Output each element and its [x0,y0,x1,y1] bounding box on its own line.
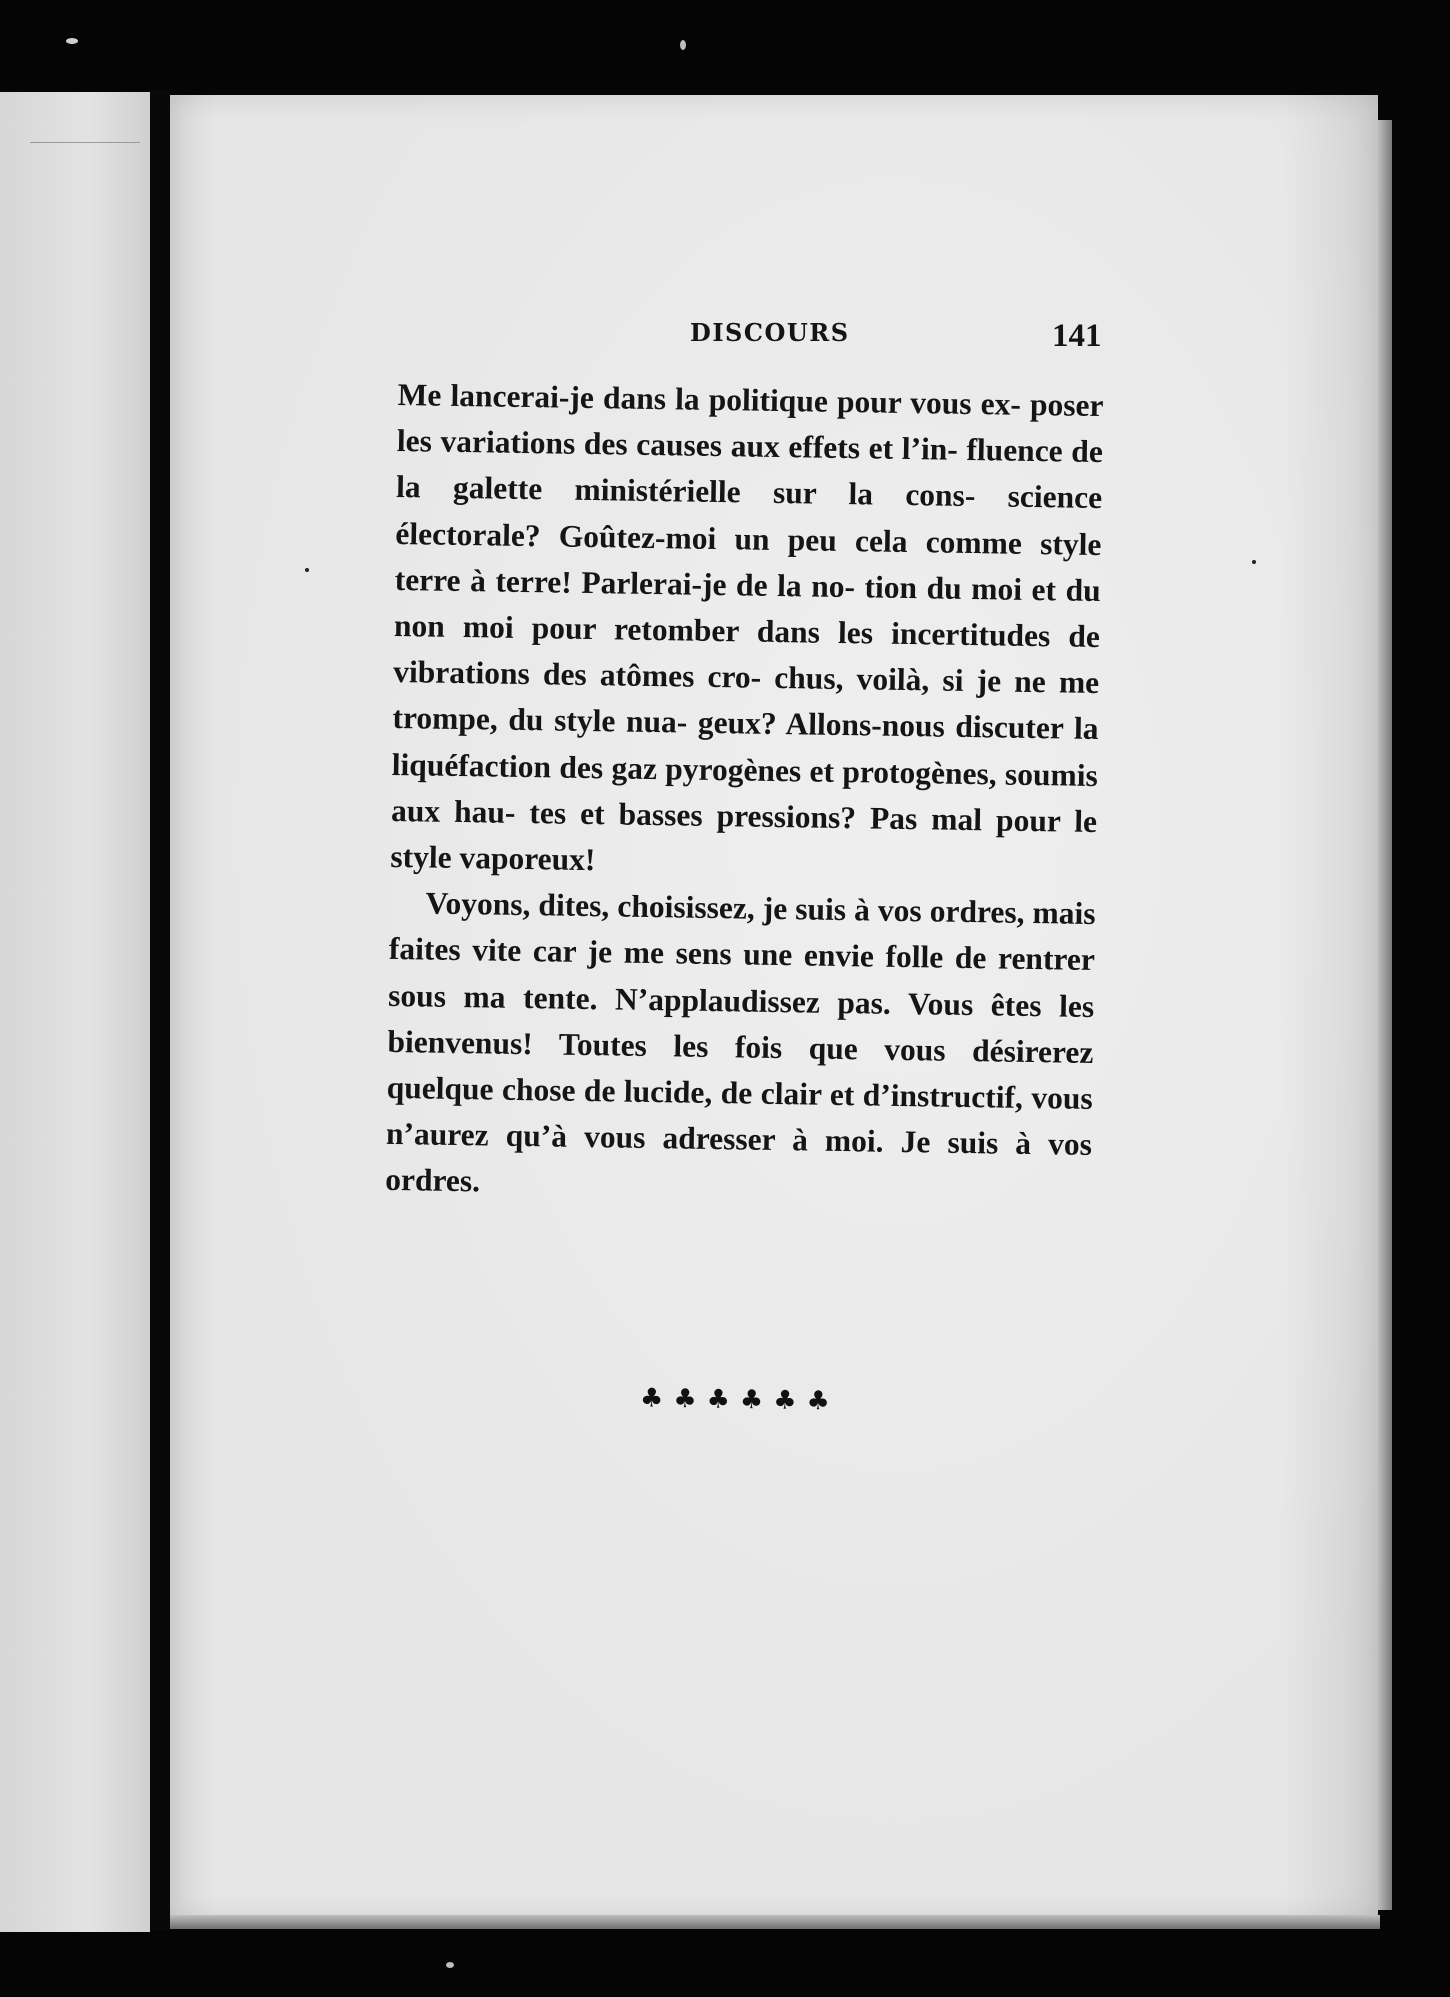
paragraph-1: Me lancerai-je dans la politique pour vous ex- poser les variations des causes aux effets et l’in- fluence de la galette ministérielle sur la cons- science électorale? Goûtez-moi un peu cela comme style terre à terre! Parlerai-je de la no- tion du moi et du non moi pour retomber dans les incertitudes de vibrations des atômes cro- chus, voilà, si je ne me trompe, du style nua- geux? Allons-nous discuter la liquéfaction des gaz pyrogènes et protogènes, soumis aux hau- tes et basses pressions? Pas mal pour le style vaporeux! [390,376,1104,878]
dust-speck [305,568,309,572]
dust-speck [446,1962,454,1968]
page-edge-bottom [170,1915,1380,1929]
body-text [385,372,1104,1215]
dust-speck [66,38,78,44]
dust-speck [680,40,686,50]
left-page-edge [0,92,150,1932]
ornament-divider: ♣♣♣♣♣♣ [639,1383,841,1417]
running-header: DISCOURS [690,318,850,347]
left-page-rule [30,142,140,143]
paragraph-2: Voyons, dites, choisissez, je suis à vos ordres, mais faites vite car je me sens une envie folle de rentrer sous ma tente. N’applaudissez pas. Vous êtes les bienvenus! Toutes les fois que vous désirerez quelque chose de lucide, de clair et d’instructif, vous n’aurez qu’à vous adresser à moi. Je suis à vos ordres. [385,885,1096,1199]
book-gutter [150,90,170,1930]
dust-speck [1252,560,1256,564]
page-edge-right [1378,120,1392,1910]
page-number: 141 [1052,318,1102,354]
